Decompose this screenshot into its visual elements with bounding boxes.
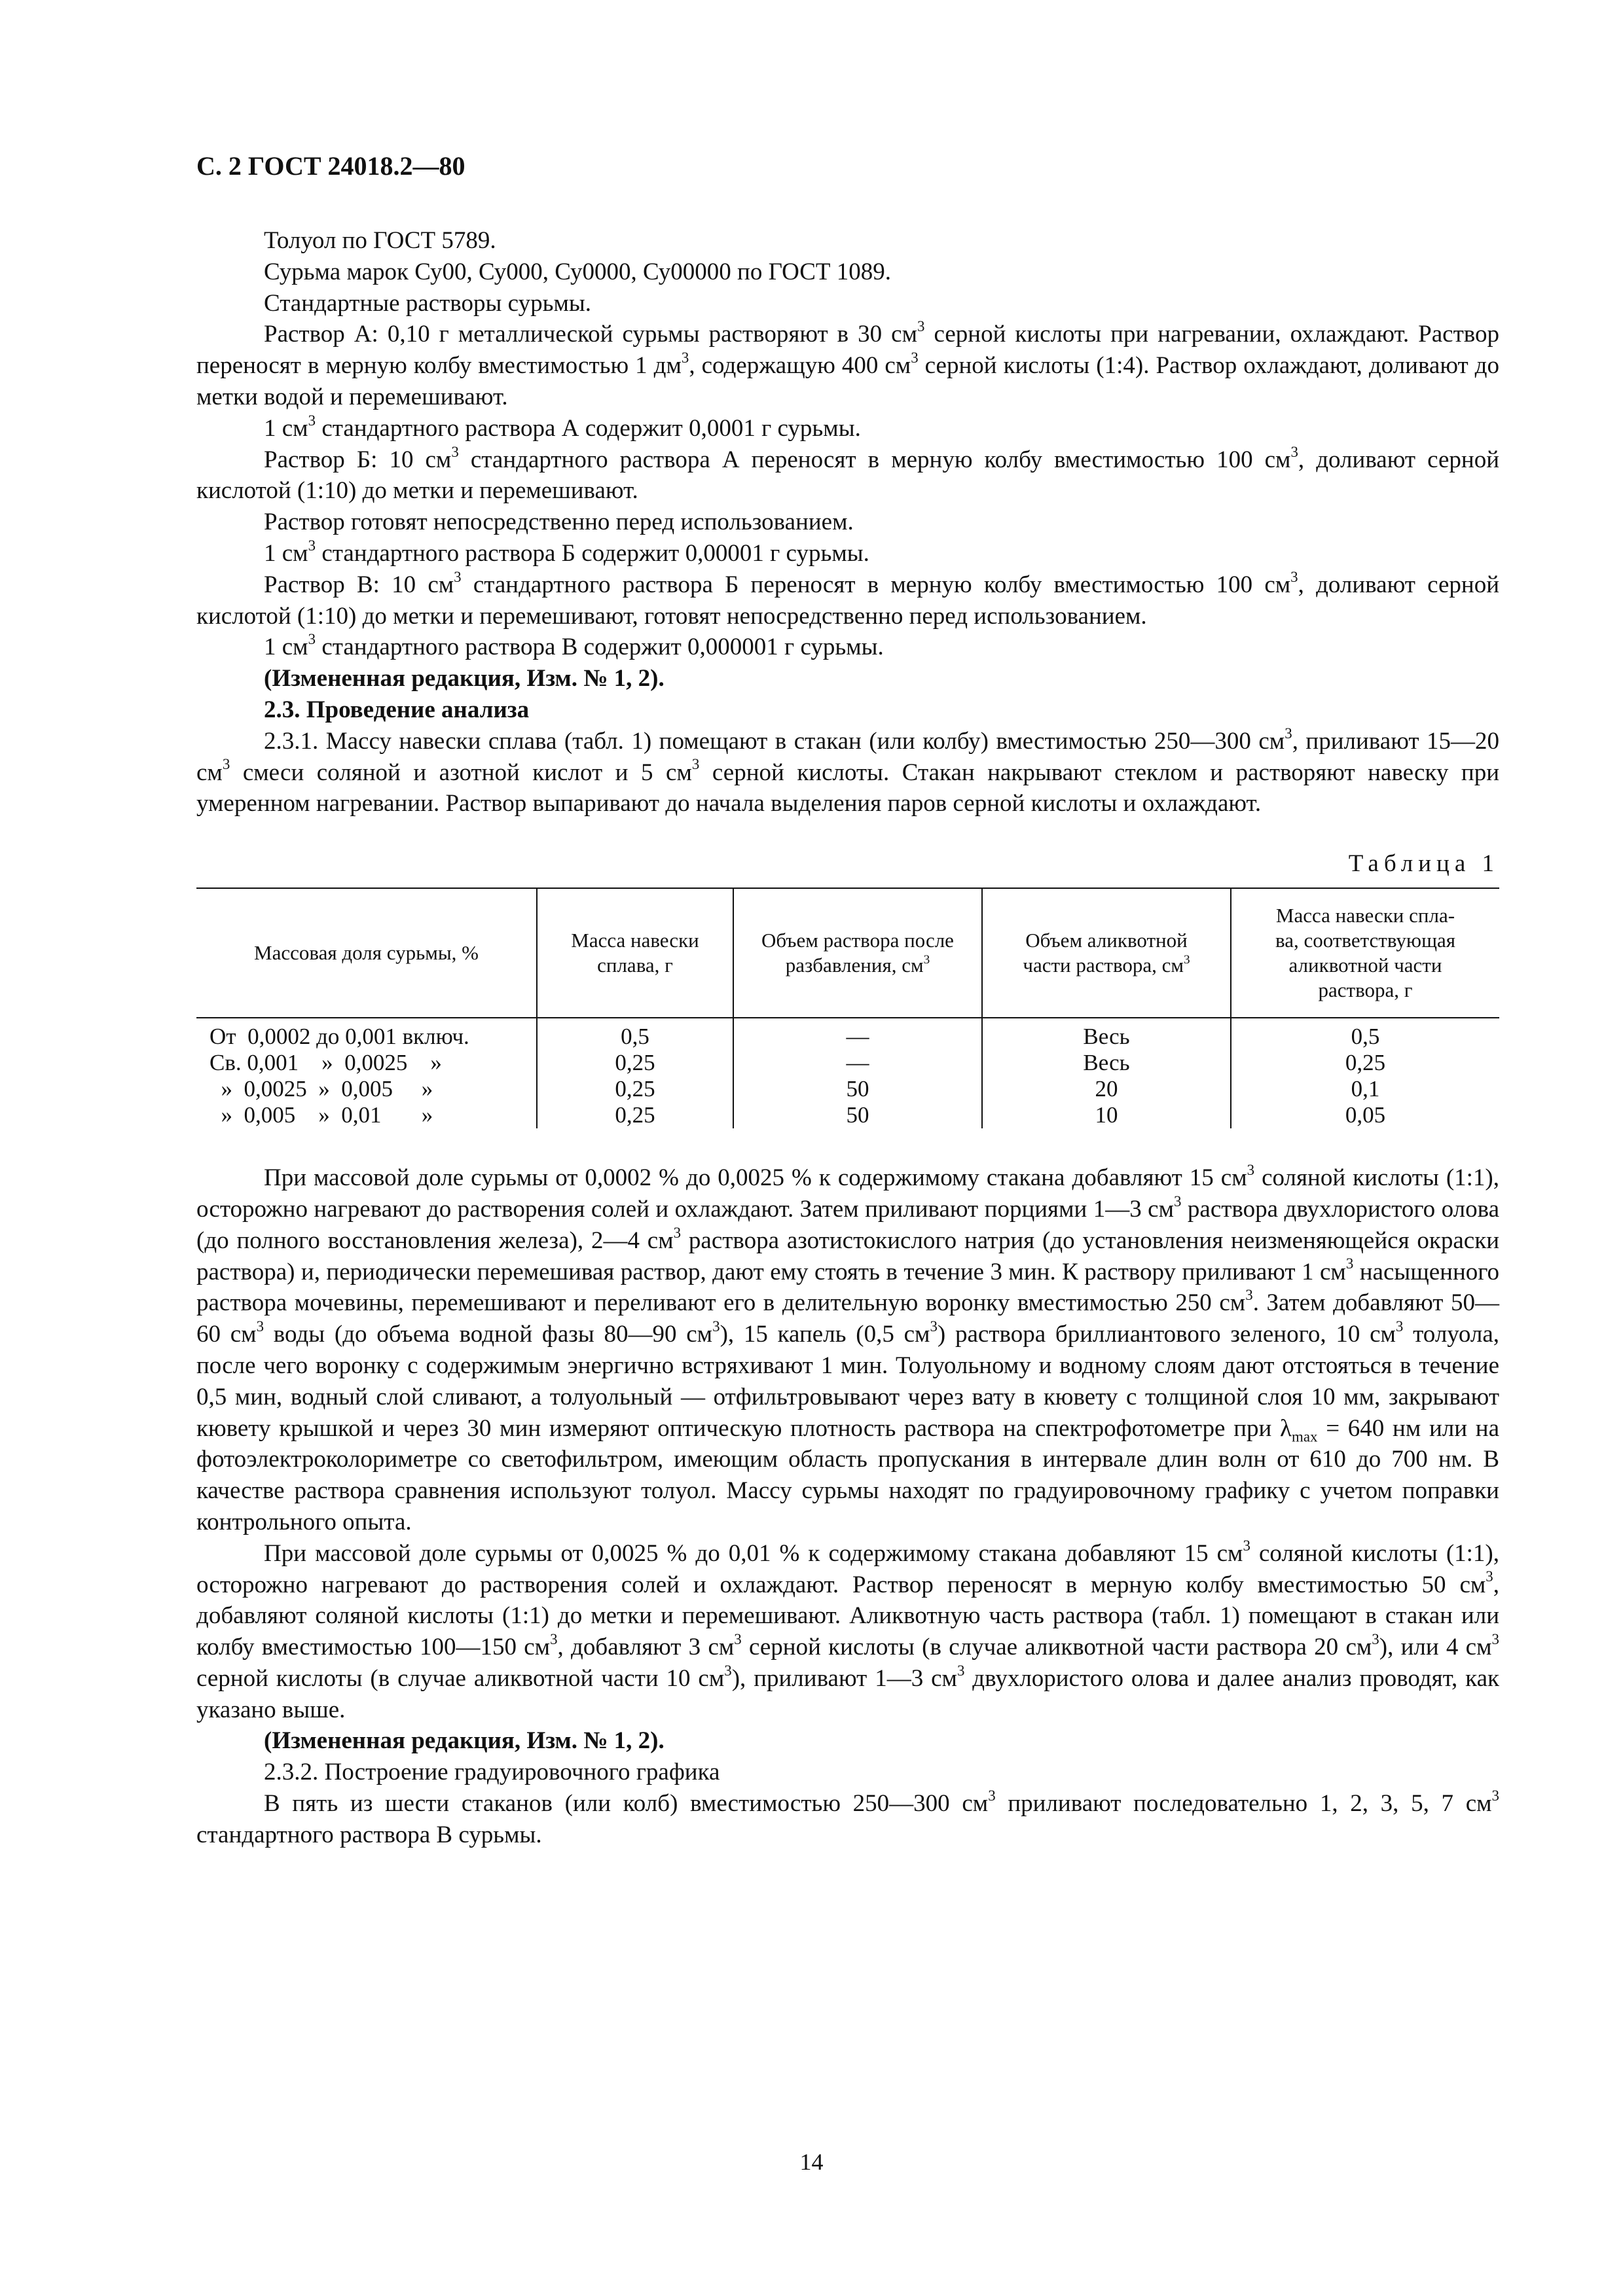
page-number: 14 (799, 2149, 824, 2175)
reagents-paragraph: 2.3. Проведение анализа (264, 696, 530, 723)
table-header-row (196, 888, 1499, 1018)
table-header-cell: Объем раствора после разбавления, $см^3$ (733, 888, 982, 1018)
reagents-paragraph: 2.3.1. Массу навески сплава (табл. 1) помещают в стакан (или колбу) вместимостью 250—300 $см^3$, приливают 15—20 $см^3$ смеси соляной и азотной кислот и 5 $см^3$ серной кислоты. Стакан накрывают стеклом и растворяют навеску при умеренном нагревании. Раствор выпаривают до начала выделения паров серной кислоты и охлаждают. (196, 725, 1499, 817)
page-header: С. 2 ГОСТ 24018.2—80 (196, 151, 465, 181)
text-block-reagents (196, 225, 1499, 819)
table-cell: 50 (733, 1076, 982, 1102)
table-cell: 0,25 (537, 1050, 733, 1076)
table-cell: 0,1 (1231, 1076, 1499, 1102)
reagents-paragraph: Стандартные растворы сурьмы. (264, 289, 591, 317)
table-cell: От 0,0002 до 0,001 включ. (210, 1024, 469, 1050)
table-row (196, 1050, 1499, 1076)
reagents-paragraph: Сурьма марок Су00, Су000, Су0000, Су00000 по ГОСТ 1089. (264, 258, 892, 285)
table-cell: 0,5 (1231, 1018, 1499, 1050)
analysis-paragraph: (Измененная редакция, Изм. № 1, 2). (264, 1727, 665, 1755)
table-header-cell: Объем аликвотной части раствора, $см^3$ (982, 888, 1231, 1018)
table-header-cell: Масса навески спла- ва, соответствующая аликвотной части раствора, г (1231, 888, 1499, 1018)
text-block-analysis (196, 1162, 1499, 1851)
table-1 (196, 888, 1499, 1128)
reagents-paragraph: Толуол по ГОСТ 5789. (264, 227, 496, 254)
table-cell: 0,25 (537, 1102, 733, 1128)
analysis-paragraph: При массовой доле сурьмы от 0,0025 % до 0,01 % к содержимому стакана добавляют 15 $см^3$ соляной кислоты (1:1), осторожно нагревают до растворения солей и охлаждают. Раствор переносят в мерную колбу вместимостью 50 $см^3$, добавляют соляной кислоты (1:1) до метки и перемешивают. Аликвотную часть раствора (табл. 1) помещают в стакан или колбу вместимостью 100—150 $см^3$, добавляют 3 $см^3$ серной кислоты (в случае аликвотной части раствора 20 $см^3$), или 4 $см^3$ серной кислоты (в случае аликвотной части 10 $см^3$), приливают 1—3 $см^3$ двухлористого олова и далее анализ проводят, как указано выше. (196, 1537, 1499, 1723)
table-row (196, 1076, 1499, 1102)
table-cell: 0,25 (537, 1076, 733, 1102)
table-cell: 20 (982, 1076, 1231, 1102)
table-cell: Весь (982, 1050, 1231, 1076)
reagents-paragraph: Раствор А: 0,10 г металлической сурьмы растворяют в 30 $см^3$ серной кислоты при нагревании, охлаждают. Раствор переносят в мерную колбу вместимостью 1 $дм^3$, содержащую 400 $см^3$ серной кислоты (1:4). Раствор охлаждают, доливают до метки водой и перемешивают. (196, 318, 1499, 410)
table-cell: — (733, 1050, 982, 1076)
document-page (196, 151, 1499, 1851)
analysis-paragraph: При массовой доле сурьмы от 0,0002 % до 0,0025 % к содержимому стакана добавляют 15 $см^3$ соляной кислоты (1:1), осторожно нагревают до растворения солей и охлаждают. Затем приливают порциями 1—3 $см^3$ раствора двухлористого олова (до полного восстановления железа), 2—4 $см^3$ раствора азотистокислого натрия (до установления неизменяющейся окраски раствора) и, периодически перемешивая раствор, дают ему стоять в течение 3 мин. К раствору приливают 1 $см^3$ насыщенного раствора мочевины, перемешивают и переливают его в делительную воронку вместимостью 250 $см^3$. Затем добавляют 50—60 $см^3$ воды (до объема водной фазы 80—90 $см^3$), 15 капель (0,5 $см^3$) раствора бриллиантового зеленого, 10 $см^3$ толуола, после чего воронку с содержимым энергично встряхивают 1 мин. Толуольному и водному слоям дают отстояться в течение 0,5 мин, водный слой сливают, а толуольный — отфильтровывают через вату в кювету с толщиной слоя 10 мм, закрывают кювету крышкой и через 30 мин измеряют оптическую плотность раствора на спектрофотометре при $\lambda_{max} = 640$ нм или на фотоэлектроколориметре со светофильтром, имеющим область пропускания в интервале длин волн от 610 до 700 нм. В качестве раствора сравнения используют толуол. Массу сурьмы находят по градуировочному графику с учетом поправки контрольного опыта. (196, 1162, 1500, 1535)
reagents-paragraph: 1 $см^3$ стандартного раствора А содержит 0,0001 г сурьмы. (264, 412, 861, 442)
analysis-paragraph: В пять из шести стаканов (или колб) вместимостью 250—300 $см^3$ приливают последовательно 1, 2, 3, 5, 7 $см^3$ стандартного раствора В сурьмы. (196, 1787, 1499, 1848)
table-cell: 0,5 (537, 1018, 733, 1050)
table-body (196, 1018, 1499, 1128)
table-row (196, 1102, 1499, 1128)
reagents-paragraph: 1 $см^3$ стандартного раствора В содержит 0,000001 г сурьмы. (264, 631, 884, 661)
table-cell: 0,25 (1231, 1050, 1499, 1076)
table-row (196, 1018, 1499, 1050)
reagents-paragraph: (Измененная редакция, Изм. № 1, 2). (264, 665, 665, 692)
table-cell: 50 (733, 1102, 982, 1128)
reagents-paragraph: Раствор готовят непосредственно перед использованием. (264, 509, 854, 536)
table-header-cell: Массовая доля сурьмы, % (196, 888, 537, 1018)
table-caption: Таблица 1 (1348, 850, 1499, 878)
table-cell: 10 (982, 1102, 1231, 1128)
reagents-paragraph: Раствор Б: 10 $см^3$ стандартного раствора А переносят в мерную колбу вместимостью 100 $см^3$, доливают серной кислотой (1:10) до метки и перемешивают. (196, 443, 1500, 505)
analysis-paragraph: 2.3.2. Построение градуировочного графика (264, 1759, 720, 1786)
table-cell: » 0,0025 » 0,005 » (210, 1076, 433, 1102)
table-cell: 0,05 (1231, 1102, 1499, 1128)
table-cell: — (733, 1018, 982, 1050)
table-header-cell: Масса навески сплава, г (537, 888, 733, 1018)
table-cell: » 0,005 » 0,01 » (210, 1102, 433, 1128)
table-cell: Св. 0,001 » 0,0025 » (210, 1050, 442, 1076)
reagents-paragraph: Раствор В: 10 $см^3$ стандартного раствора Б переносят в мерную колбу вместимостью 100 $см^3$, доливают серной кислотой (1:10) до метки и перемешивают, готовят непосредственно перед использованием. (196, 568, 1499, 630)
reagents-paragraph: 1 $см^3$ стандартного раствора Б содержит 0,00001 г сурьмы. (264, 537, 869, 567)
table-cell: Весь (982, 1018, 1231, 1050)
